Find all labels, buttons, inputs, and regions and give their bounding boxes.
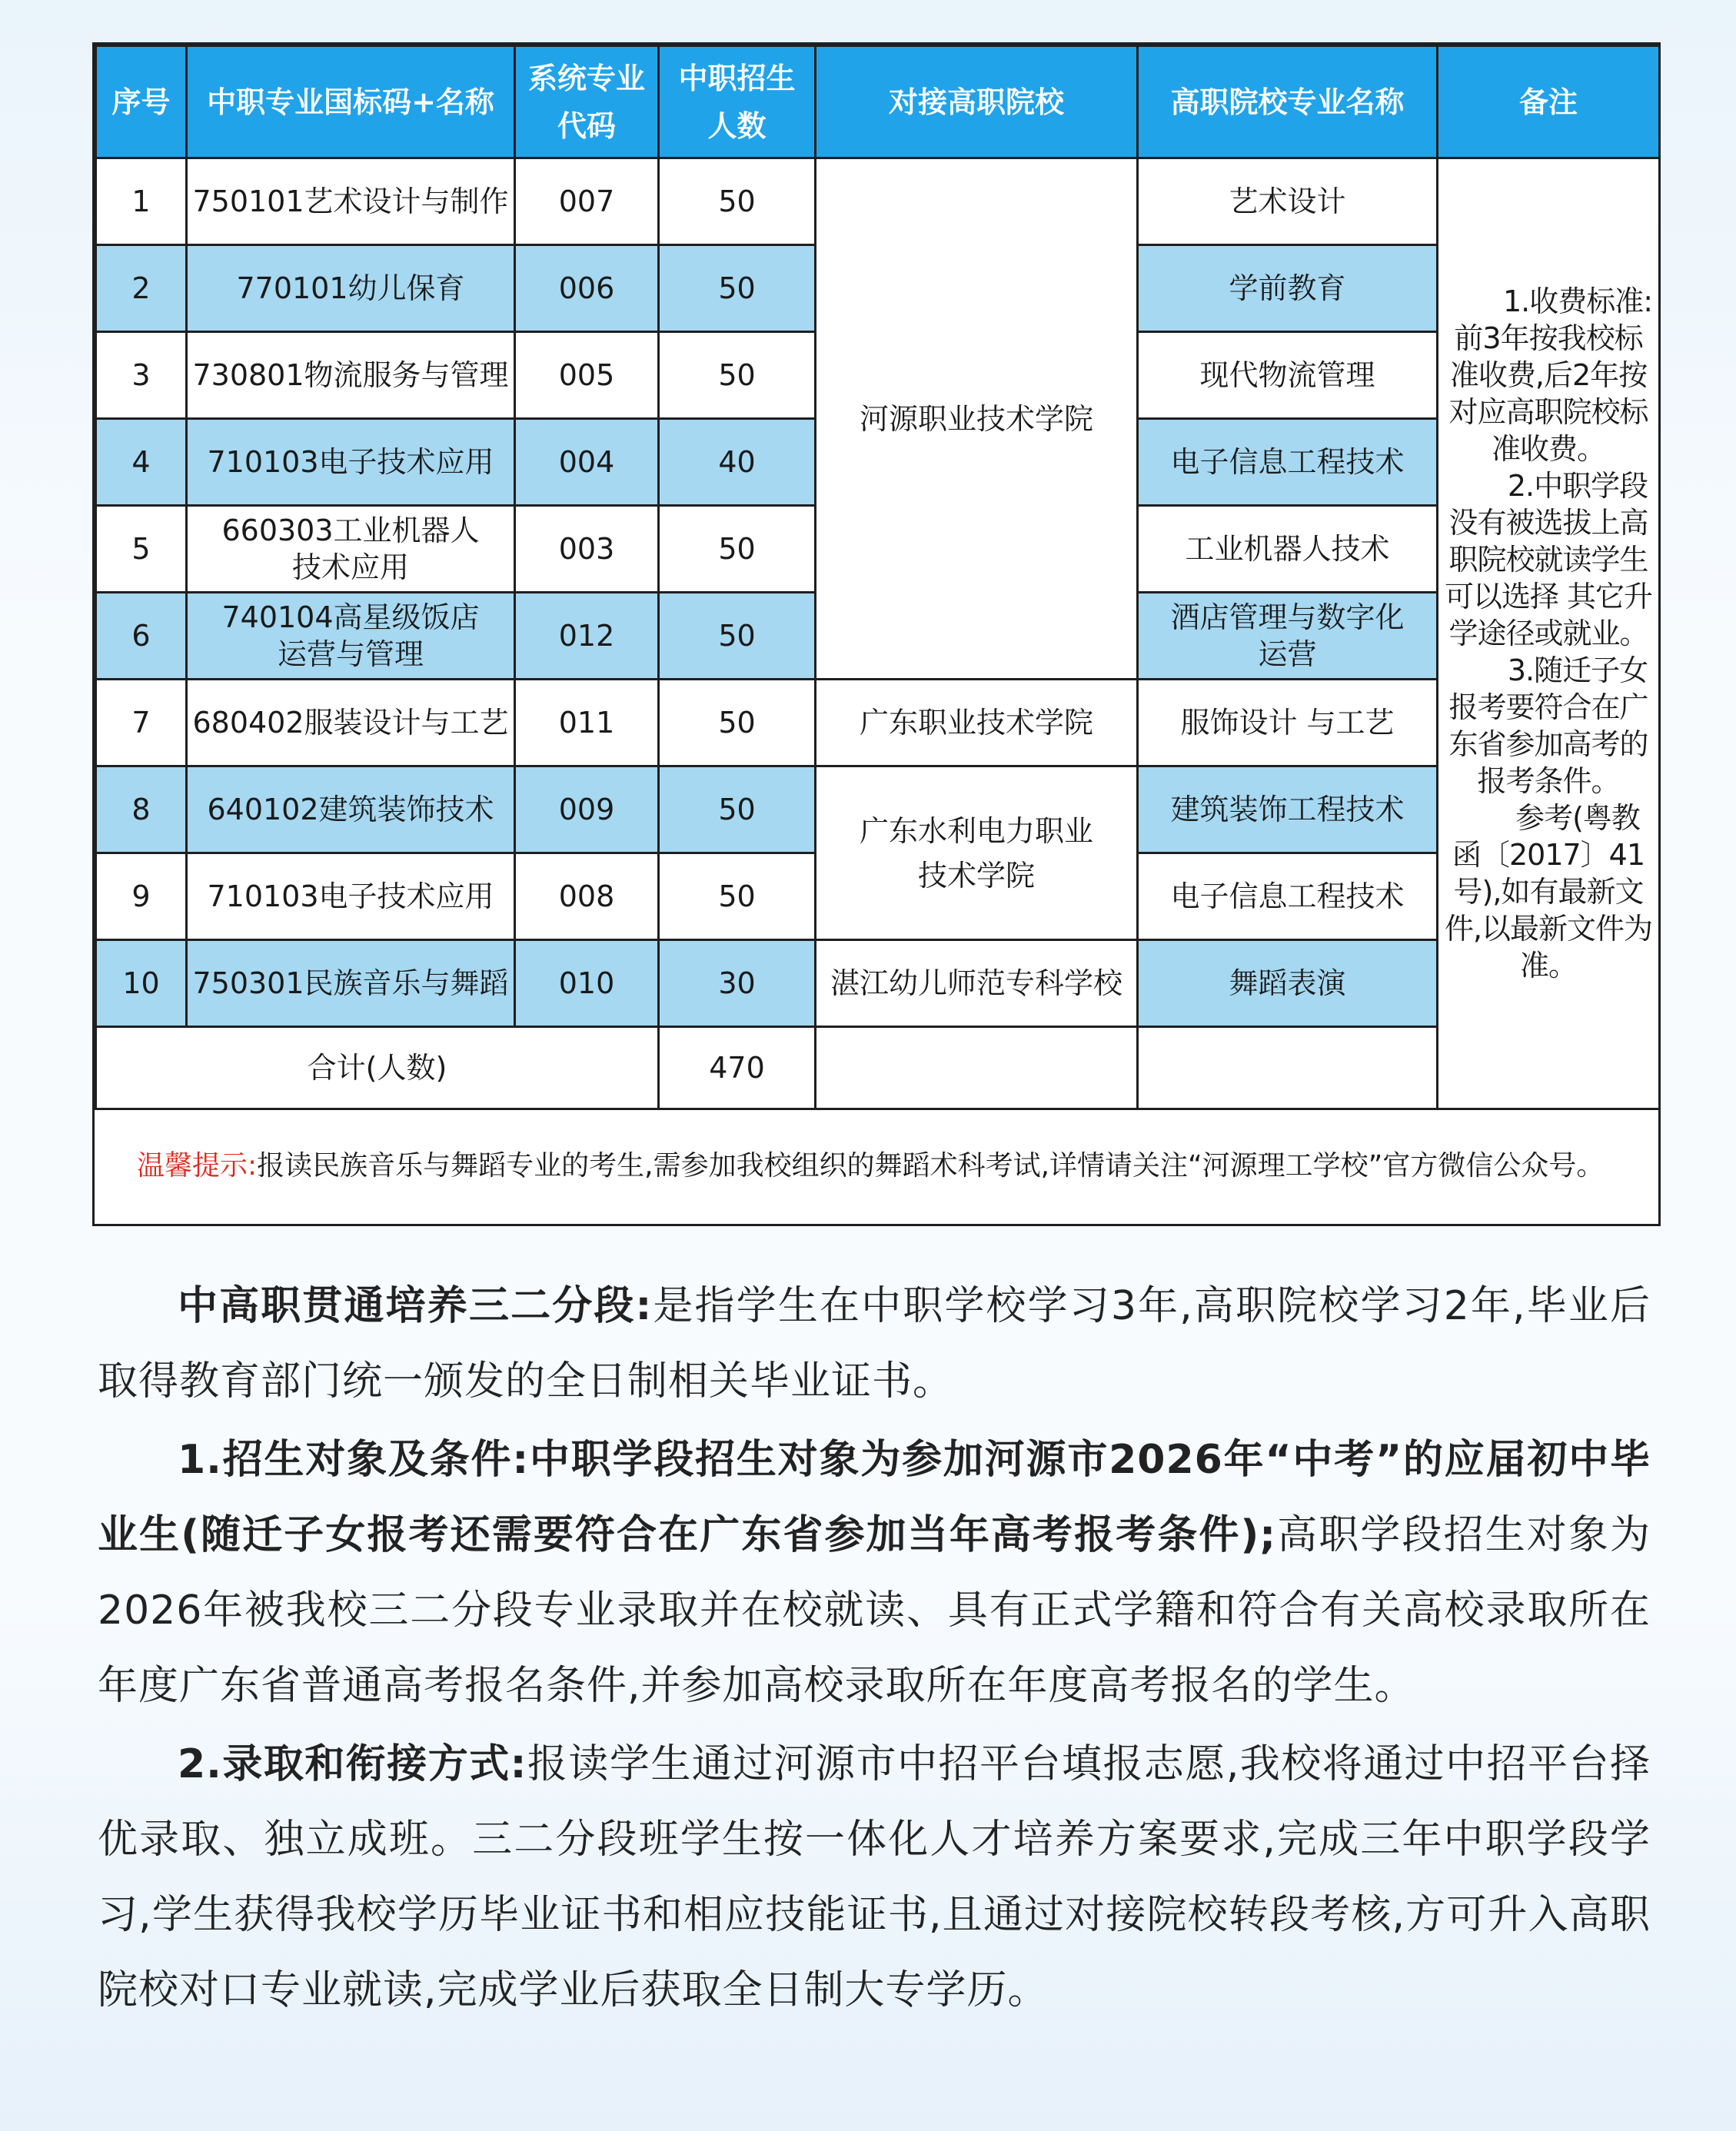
total-empty-college [816, 1027, 1138, 1109]
cell-serial: 6 [96, 593, 187, 680]
cell-code: 003 [515, 506, 659, 593]
cell-count: 30 [659, 940, 816, 1027]
enrollment-table [95, 45, 1661, 1110]
cell-college-shuili: 广东水利电力职业技术学院 [816, 766, 1138, 940]
cell-major: 730801物流服务与管理 [187, 332, 515, 419]
cell-target-major: 工业机器人技术 [1138, 506, 1438, 593]
table-row [96, 680, 1660, 766]
cell-count: 50 [659, 506, 816, 593]
header-serial: 序号 [96, 46, 187, 158]
cell-target-major: 酒店管理与数字化运营 [1138, 593, 1438, 680]
tip-row [95, 1103, 1658, 1224]
cell-major: 640102建筑装饰技术 [187, 766, 515, 853]
table-header-row [96, 46, 1660, 158]
header-college: 对接高职院校 [816, 46, 1138, 158]
cell-code: 005 [515, 332, 659, 419]
paragraph-admission-target [98, 1422, 1651, 1724]
cell-target-major: 现代物流管理 [1138, 332, 1438, 419]
table-row [96, 158, 1660, 245]
cell-target-major: 建筑装饰工程技术 [1138, 766, 1438, 853]
cell-target-major: 服饰设计 与工艺 [1138, 680, 1438, 766]
cell-college-zhanjiang: 湛江幼儿师范专科学校 [816, 940, 1138, 1027]
total-label: 合计(人数) [96, 1027, 659, 1109]
note-item: 参考(粤教函〔2017〕41号),如有最新文件,以最新文件为准。 [1444, 801, 1653, 982]
cell-major: 680402服装设计与工艺 [187, 680, 515, 766]
cell-major: 750301民族音乐与舞蹈 [187, 940, 515, 1027]
cell-code: 006 [515, 245, 659, 332]
cell-major: 710103电子技术应用 [187, 419, 515, 506]
cell-code: 008 [515, 853, 659, 940]
cell-code: 009 [515, 766, 659, 853]
cell-major: 750101艺术设计与制作 [187, 158, 515, 245]
total-value: 470 [659, 1027, 816, 1109]
note-item: 1.收费标准:前3年按我校标准收费,后2年按对应高职院校标准收费。 [1448, 284, 1653, 466]
header-target-major: 高职院校专业名称 [1138, 46, 1438, 158]
cell-college-guangdong: 广东职业技术学院 [816, 680, 1138, 766]
paragraph-intro [98, 1268, 1651, 1419]
note-item: 3.随迁子女报考要符合在广东省参加高考的报考条件。 [1448, 653, 1648, 798]
paragraph-intro-heading: 中高职贯通培养三二分段: [178, 1283, 653, 1329]
cell-code: 012 [515, 593, 659, 680]
cell-serial: 9 [96, 853, 187, 940]
cell-serial: 2 [96, 245, 187, 332]
cell-target-major: 学前教育 [1138, 245, 1438, 332]
cell-serial: 10 [96, 940, 187, 1027]
cell-target-major: 舞蹈表演 [1138, 940, 1438, 1027]
body-text [98, 1268, 1651, 2031]
cell-major: 740104高星级饭店运营与管理 [187, 593, 515, 680]
cell-serial: 7 [96, 680, 187, 766]
paragraph-admission-method [98, 1727, 1651, 2028]
cell-serial: 5 [96, 506, 187, 593]
tip-text: 报读民族音乐与舞蹈专业的考生,需参加我校组织的舞蹈术科考试,详情请关注“河源理工学校”官方微信公众号。 [257, 1150, 1605, 1182]
paragraph-admission-target-text: 高职学段招生对象为2026年被我校三二分段专业录取并在校就读、具有正式学籍和符合有关高校录取所在年度广东省普通高考报名条件,并参加高校录取所在年度高考报名的学生。 [98, 1512, 1651, 1709]
cell-serial: 1 [96, 158, 187, 245]
cell-target-major: 电子信息工程技术 [1138, 853, 1438, 940]
cell-serial: 3 [96, 332, 187, 419]
table-row [96, 940, 1660, 1027]
paragraph-admission-method-heading: 2.录取和衔接方式: [178, 1741, 527, 1787]
cell-major: 770101幼儿保育 [187, 245, 515, 332]
header-notes: 备注 [1438, 46, 1660, 158]
cell-count: 50 [659, 332, 816, 419]
note-item: 2.中职学段没有被选拔上高职院校就读学生可以选择 其它升学途径或就业。 [1444, 469, 1653, 650]
paragraph-admission-method-text: 报读学生通过河源市中招平台填报志愿,我校将通过中招平台择优录取、独立成班。三二分段班学生按一体化人才培养方案要求,完成三年中职学段学习,学生获得我校学历毕业证书和相应技能证书,且通过对接院校转段考核,方可升入高职院校对口专业就读,完成学业后获取全日制大专学历。 [98, 1741, 1651, 2013]
header-code: 系统专业代码 [515, 46, 659, 158]
cell-count: 50 [659, 245, 816, 332]
notes-cell [1438, 158, 1660, 1109]
cell-major: 660303工业机器人技术应用 [187, 506, 515, 593]
cell-count: 50 [659, 680, 816, 766]
header-count: 中职招生人数 [659, 46, 816, 158]
cell-count: 50 [659, 853, 816, 940]
tip-label: 温馨提示: [137, 1150, 258, 1182]
cell-count: 50 [659, 158, 816, 245]
paragraph-admission-target-heading: 1.招生对象及条件:中职学段招生对象为参加河源市2026年“中考”的应届初中毕业生(随迁子女报考还需要符合在广东省参加当年高考报考条件); [98, 1437, 1651, 1558]
total-row [96, 1027, 1660, 1109]
cell-count: 40 [659, 419, 816, 506]
cell-major: 710103电子技术应用 [187, 853, 515, 940]
paragraph-intro-text: 是指学生在中职学校学习3年,高职院校学习2年,毕业后取得教育部门统一颁发的全日制相关毕业证书。 [98, 1283, 1651, 1405]
cell-code: 007 [515, 158, 659, 245]
cell-serial: 4 [96, 419, 187, 506]
enrollment-table-frame [92, 42, 1661, 1226]
table-row [96, 766, 1660, 853]
cell-college-heyuan: 河源职业技术学院 [816, 158, 1138, 680]
total-empty-major [1138, 1027, 1438, 1109]
cell-count: 50 [659, 766, 816, 853]
cell-code: 010 [515, 940, 659, 1027]
cell-target-major: 电子信息工程技术 [1138, 419, 1438, 506]
header-major: 中职专业国标码+名称 [187, 46, 515, 158]
cell-count: 50 [659, 593, 816, 680]
cell-code: 011 [515, 680, 659, 766]
cell-code: 004 [515, 419, 659, 506]
cell-serial: 8 [96, 766, 187, 853]
cell-target-major: 艺术设计 [1138, 158, 1438, 245]
